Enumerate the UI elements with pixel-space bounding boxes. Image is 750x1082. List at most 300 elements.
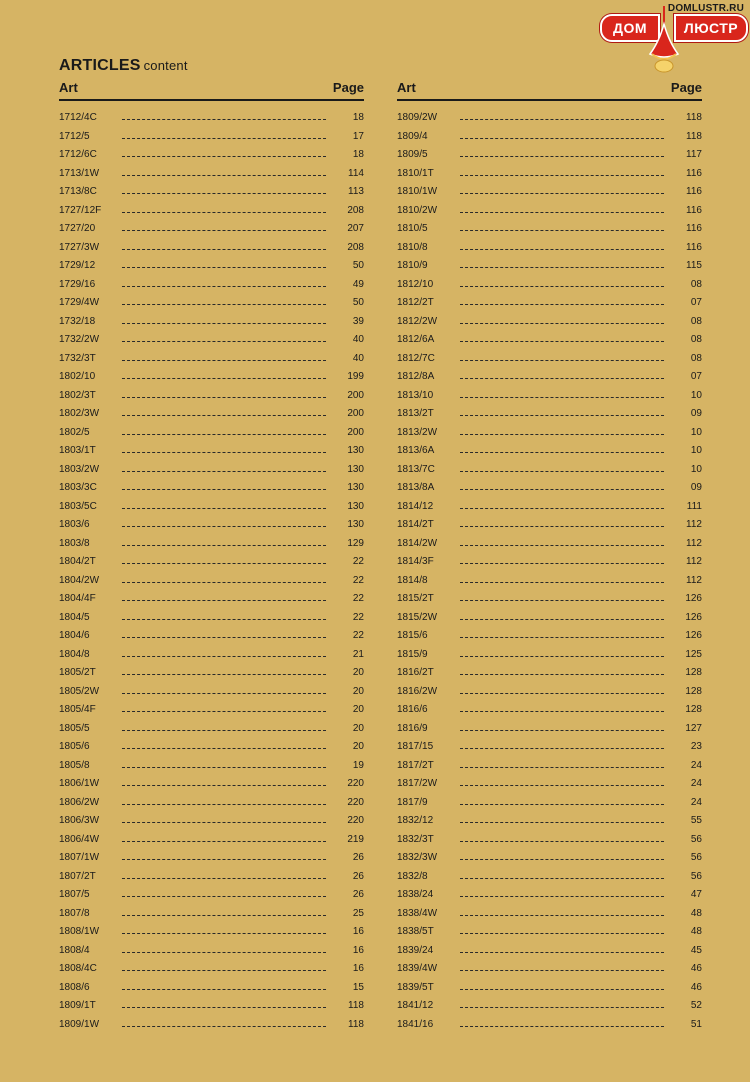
list-item xyxy=(59,664,364,683)
dotted-leader xyxy=(460,915,664,916)
article-code: 1806/3W xyxy=(59,815,100,826)
dotted-leader xyxy=(122,859,326,860)
list-item xyxy=(397,387,702,406)
dotted-leader xyxy=(122,970,326,971)
page-number: 25 xyxy=(352,907,364,919)
list-item xyxy=(397,109,702,128)
dotted-leader xyxy=(460,175,664,176)
dotted-leader xyxy=(122,600,326,601)
article-code: 1816/2W xyxy=(397,685,438,697)
article-code: 1838/5T xyxy=(397,926,434,937)
article-code: 1832/8 xyxy=(397,870,428,882)
article-code: 1732/3T xyxy=(59,352,96,364)
page-number: 116 xyxy=(686,223,702,234)
list-item xyxy=(59,368,364,387)
dotted-leader xyxy=(460,304,664,305)
article-code: 1832/3W xyxy=(397,852,438,863)
dotted-leader xyxy=(460,878,664,879)
article-code: 1804/8 xyxy=(59,648,90,660)
list-item xyxy=(397,461,702,480)
dotted-leader xyxy=(460,526,664,527)
list-item xyxy=(397,294,702,313)
list-item xyxy=(397,590,702,609)
dotted-leader xyxy=(460,859,664,860)
dotted-leader xyxy=(460,711,664,712)
list-item xyxy=(59,812,364,831)
page-number: 24 xyxy=(690,759,702,771)
article-code: 1815/2W xyxy=(397,611,438,623)
list-item xyxy=(397,942,702,961)
page-number: 16 xyxy=(352,926,364,937)
page-number: 39 xyxy=(352,315,364,327)
dotted-leader xyxy=(122,378,326,379)
page-number: 48 xyxy=(690,907,702,919)
list-item xyxy=(59,849,364,868)
list-item xyxy=(397,313,702,332)
page-number: 219 xyxy=(347,833,364,845)
dotted-leader xyxy=(122,748,326,749)
article-code: 1809/2W xyxy=(397,112,438,123)
article-code: 1805/2T xyxy=(59,667,96,678)
dotted-leader xyxy=(122,156,326,157)
page-number: 207 xyxy=(347,223,364,234)
dotted-leader xyxy=(460,822,664,823)
dotted-leader xyxy=(122,915,326,916)
page-number: 15 xyxy=(352,981,364,993)
dotted-leader xyxy=(122,397,326,398)
article-code: 1810/5 xyxy=(397,223,428,234)
page-number: 56 xyxy=(690,833,702,845)
list-item xyxy=(59,516,364,535)
dotted-leader xyxy=(460,804,664,805)
page-number: 130 xyxy=(347,445,364,456)
page-number: 22 xyxy=(352,556,364,567)
article-code: 1808/1W xyxy=(59,926,100,937)
page-number: 128 xyxy=(685,704,702,715)
page-number: 111 xyxy=(686,500,702,512)
page-number: 208 xyxy=(347,241,364,253)
list-item xyxy=(397,812,702,831)
column-header xyxy=(59,78,364,101)
dotted-leader xyxy=(460,674,664,675)
list-item xyxy=(397,775,702,794)
page-number: 40 xyxy=(352,352,364,364)
dotted-leader xyxy=(460,471,664,472)
article-code: 1816/2T xyxy=(397,667,434,678)
dotted-leader xyxy=(122,212,326,213)
dotted-leader xyxy=(460,748,664,749)
article-code: 1815/2T xyxy=(397,593,434,604)
article-code: 1808/4 xyxy=(59,944,90,956)
page-number: 10 xyxy=(690,445,702,456)
list-item xyxy=(59,239,364,258)
page-number: 07 xyxy=(690,297,702,308)
list-item xyxy=(59,479,364,498)
article-code: 1807/1W xyxy=(59,852,100,863)
list-item xyxy=(59,109,364,128)
page-number: 200 xyxy=(347,408,364,419)
page-number: 116 xyxy=(686,204,702,216)
page-number: 08 xyxy=(690,278,702,290)
page-number: 130 xyxy=(347,463,364,475)
page-number: 127 xyxy=(685,722,702,734)
articles-column-right xyxy=(397,78,702,1034)
article-code: 1816/6 xyxy=(397,704,428,715)
article-code: 1807/5 xyxy=(59,889,90,900)
page-number: 200 xyxy=(347,426,364,438)
list-item xyxy=(397,997,702,1016)
article-code: 1727/12F xyxy=(59,204,102,216)
list-item xyxy=(59,220,364,239)
article-code: 1817/2T xyxy=(397,759,434,771)
header-art: Art xyxy=(59,80,78,95)
page-number: 116 xyxy=(686,186,702,197)
list-item xyxy=(397,609,702,628)
article-code: 1838/4W xyxy=(397,907,438,919)
logo-url-text: DOMLUSTR.RU xyxy=(667,3,744,14)
page-number: 52 xyxy=(690,1000,702,1011)
dotted-leader xyxy=(122,1007,326,1008)
dotted-leader xyxy=(122,711,326,712)
page-number: 118 xyxy=(686,112,702,123)
header-page: Page xyxy=(332,80,364,95)
page-number: 130 xyxy=(347,482,364,493)
page-number: 08 xyxy=(690,315,702,327)
brand-logo[interactable] xyxy=(596,0,750,76)
article-code: 1815/6 xyxy=(397,630,428,641)
list-item xyxy=(397,442,702,461)
article-code: 1802/5 xyxy=(59,426,90,438)
article-code: 1805/4F xyxy=(59,704,96,715)
articles-column-left xyxy=(59,78,364,1034)
dotted-leader xyxy=(460,619,664,620)
list-item xyxy=(59,646,364,665)
dotted-leader xyxy=(122,508,326,509)
dotted-leader xyxy=(122,119,326,120)
page-number: 09 xyxy=(690,408,702,419)
list-item xyxy=(397,331,702,350)
list-item xyxy=(397,276,702,295)
page-number: 23 xyxy=(690,741,702,752)
page-number: 20 xyxy=(352,667,364,678)
page-number: 24 xyxy=(690,778,702,789)
article-code: 1839/24 xyxy=(397,944,434,956)
dotted-leader xyxy=(460,378,664,379)
article-code: 1729/12 xyxy=(59,260,96,271)
dotted-leader xyxy=(122,249,326,250)
page-number: 21 xyxy=(352,648,364,660)
list-item xyxy=(59,886,364,905)
list-item xyxy=(397,923,702,942)
dotted-leader xyxy=(122,286,326,287)
page-number: 56 xyxy=(690,852,702,863)
dotted-leader xyxy=(460,952,664,953)
page-number: 112 xyxy=(686,574,702,586)
page-number: 208 xyxy=(347,204,364,216)
page-number: 125 xyxy=(685,648,702,660)
list-item xyxy=(397,165,702,184)
article-code: 1712/6C xyxy=(59,149,97,160)
page-number: 22 xyxy=(352,630,364,641)
list-item xyxy=(59,831,364,850)
title-main: ARTICLES xyxy=(59,57,141,74)
article-code: 1807/8 xyxy=(59,907,90,919)
dotted-leader xyxy=(460,767,664,768)
page-number: 51 xyxy=(690,1018,702,1030)
dotted-leader xyxy=(122,637,326,638)
dotted-leader xyxy=(122,841,326,842)
page-number: 10 xyxy=(690,389,702,401)
page-number: 46 xyxy=(690,981,702,993)
page-number: 112 xyxy=(686,537,702,549)
dotted-leader xyxy=(460,989,664,990)
logo-word-right: ЛЮСТР xyxy=(674,14,748,42)
list-item xyxy=(59,313,364,332)
list-item xyxy=(59,331,364,350)
list-item xyxy=(397,757,702,776)
article-code: 1804/2T xyxy=(59,556,96,567)
list-item xyxy=(397,849,702,868)
article-code: 1812/7C xyxy=(397,352,435,364)
dotted-leader xyxy=(460,212,664,213)
list-item xyxy=(59,405,364,424)
list-item xyxy=(59,498,364,517)
list-item xyxy=(59,775,364,794)
dotted-leader xyxy=(460,1007,664,1008)
dotted-leader xyxy=(122,785,326,786)
list-item xyxy=(59,609,364,628)
article-code: 1729/16 xyxy=(59,278,96,290)
article-code: 1809/1T xyxy=(59,1000,96,1011)
dotted-leader xyxy=(122,175,326,176)
list-item xyxy=(397,627,702,646)
dotted-leader xyxy=(460,933,664,934)
article-code: 1804/4F xyxy=(59,593,96,604)
list-item xyxy=(397,738,702,757)
page-number: 26 xyxy=(352,852,364,863)
dotted-leader xyxy=(460,637,664,638)
list-item xyxy=(397,886,702,905)
dotted-leader xyxy=(122,804,326,805)
list-item xyxy=(59,794,364,813)
dotted-leader xyxy=(122,230,326,231)
page-number: 20 xyxy=(352,685,364,697)
dotted-leader xyxy=(460,230,664,231)
page-number: 45 xyxy=(690,944,702,956)
article-code: 1803/8 xyxy=(59,537,90,549)
dotted-leader xyxy=(122,193,326,194)
page-number: 10 xyxy=(690,426,702,438)
dotted-leader xyxy=(460,970,664,971)
dotted-leader xyxy=(460,563,664,564)
list-item xyxy=(397,979,702,998)
page-number: 126 xyxy=(685,593,702,604)
list-item xyxy=(59,923,364,942)
page-number: 116 xyxy=(686,167,702,179)
list-item xyxy=(397,368,702,387)
list-item xyxy=(59,572,364,591)
page-number: 199 xyxy=(347,371,364,382)
article-code: 1806/4W xyxy=(59,833,100,845)
dotted-leader xyxy=(122,674,326,675)
list-item xyxy=(59,1016,364,1035)
article-code: 1839/5T xyxy=(397,981,434,993)
dotted-leader xyxy=(122,933,326,934)
list-item xyxy=(59,590,364,609)
page-number: 129 xyxy=(347,537,364,549)
article-code: 1802/10 xyxy=(59,371,96,382)
dotted-leader xyxy=(460,841,664,842)
article-code: 1803/5C xyxy=(59,500,97,512)
list-item xyxy=(59,442,364,461)
article-code: 1803/2W xyxy=(59,463,100,475)
dotted-leader xyxy=(460,138,664,139)
dotted-leader xyxy=(122,138,326,139)
list-item xyxy=(397,535,702,554)
article-code: 1810/9 xyxy=(397,260,428,271)
list-item xyxy=(397,128,702,147)
page-title xyxy=(59,57,188,75)
list-item xyxy=(59,720,364,739)
logo-word-left: ДОМ xyxy=(600,14,660,42)
list-item xyxy=(397,646,702,665)
list-item xyxy=(397,183,702,202)
article-code: 1813/10 xyxy=(397,389,434,401)
dotted-leader xyxy=(122,989,326,990)
dotted-leader xyxy=(122,341,326,342)
article-code: 1816/9 xyxy=(397,722,428,734)
dotted-leader xyxy=(460,730,664,731)
list-item xyxy=(59,701,364,720)
page-number: 10 xyxy=(690,463,702,475)
articles-list xyxy=(397,109,702,1034)
article-code: 1732/18 xyxy=(59,315,96,327)
list-item xyxy=(397,479,702,498)
list-item xyxy=(397,1016,702,1035)
dotted-leader xyxy=(122,730,326,731)
dotted-leader xyxy=(460,1026,664,1027)
dotted-leader xyxy=(122,323,326,324)
page-number: 112 xyxy=(686,556,702,567)
list-item xyxy=(397,516,702,535)
article-code: 1732/2W xyxy=(59,334,100,345)
page-number: 16 xyxy=(352,944,364,956)
dotted-leader xyxy=(460,360,664,361)
article-code: 1727/20 xyxy=(59,223,96,234)
dotted-leader xyxy=(122,267,326,268)
page-number: 26 xyxy=(352,870,364,882)
article-code: 1713/1W xyxy=(59,167,100,179)
page-number: 24 xyxy=(690,796,702,808)
article-code: 1810/2W xyxy=(397,204,438,216)
article-code: 1813/6A xyxy=(397,445,435,456)
article-code: 1814/12 xyxy=(397,500,434,512)
list-item xyxy=(397,720,702,739)
dotted-leader xyxy=(122,952,326,953)
page-number: 55 xyxy=(690,815,702,826)
list-item xyxy=(397,683,702,702)
dotted-leader xyxy=(460,600,664,601)
list-item xyxy=(59,683,364,702)
dotted-leader xyxy=(122,545,326,546)
list-item xyxy=(59,942,364,961)
list-item xyxy=(397,350,702,369)
page-number: 20 xyxy=(352,741,364,752)
article-code: 1812/6A xyxy=(397,334,435,345)
article-code: 1809/4 xyxy=(397,130,428,142)
article-code: 1814/8 xyxy=(397,574,428,586)
page-number: 16 xyxy=(352,963,364,974)
article-code: 1832/3T xyxy=(397,833,434,845)
article-code: 1814/3F xyxy=(397,556,434,567)
article-code: 1803/3C xyxy=(59,482,97,493)
article-code: 1808/4C xyxy=(59,963,97,974)
dotted-leader xyxy=(460,323,664,324)
chandelier-icon xyxy=(646,6,682,76)
dotted-leader xyxy=(122,563,326,564)
article-code: 1727/3W xyxy=(59,241,100,253)
dotted-leader xyxy=(122,471,326,472)
page-number: 130 xyxy=(347,519,364,530)
list-item xyxy=(59,960,364,979)
list-item xyxy=(397,405,702,424)
list-item xyxy=(397,831,702,850)
page-number: 56 xyxy=(690,870,702,882)
article-code: 1806/1W xyxy=(59,778,100,789)
article-code: 1839/4W xyxy=(397,963,438,974)
page-number: 118 xyxy=(686,130,702,142)
page-number: 48 xyxy=(690,926,702,937)
articles-list xyxy=(59,109,364,1034)
article-code: 1812/10 xyxy=(397,278,434,290)
page-number: 118 xyxy=(348,1000,364,1011)
page-number: 114 xyxy=(348,167,364,179)
dotted-leader xyxy=(122,656,326,657)
column-header xyxy=(397,78,702,101)
page-number: 22 xyxy=(352,593,364,604)
list-item xyxy=(59,905,364,924)
page-number: 50 xyxy=(352,260,364,271)
list-item xyxy=(59,183,364,202)
article-code: 1815/9 xyxy=(397,648,428,660)
dotted-leader xyxy=(122,434,326,435)
article-code: 1808/6 xyxy=(59,981,90,993)
article-code: 1812/2T xyxy=(397,297,434,308)
page-number: 46 xyxy=(690,963,702,974)
list-item xyxy=(59,868,364,887)
page-number: 128 xyxy=(685,667,702,678)
dotted-leader xyxy=(460,286,664,287)
page-number: 117 xyxy=(686,149,702,160)
dotted-leader xyxy=(460,545,664,546)
list-item xyxy=(59,979,364,998)
article-code: 1813/8A xyxy=(397,482,435,493)
list-item xyxy=(397,202,702,221)
article-code: 1729/4W xyxy=(59,297,100,308)
page-number: 40 xyxy=(352,334,364,345)
dotted-leader xyxy=(460,267,664,268)
article-code: 1832/12 xyxy=(397,815,434,826)
article-code: 1813/2W xyxy=(397,426,438,438)
list-item xyxy=(59,257,364,276)
dotted-leader xyxy=(460,582,664,583)
page-number: 220 xyxy=(347,796,364,808)
article-code: 1817/9 xyxy=(397,796,428,808)
dotted-leader xyxy=(122,582,326,583)
dotted-leader xyxy=(460,656,664,657)
list-item xyxy=(59,350,364,369)
article-code: 1809/1W xyxy=(59,1018,100,1030)
